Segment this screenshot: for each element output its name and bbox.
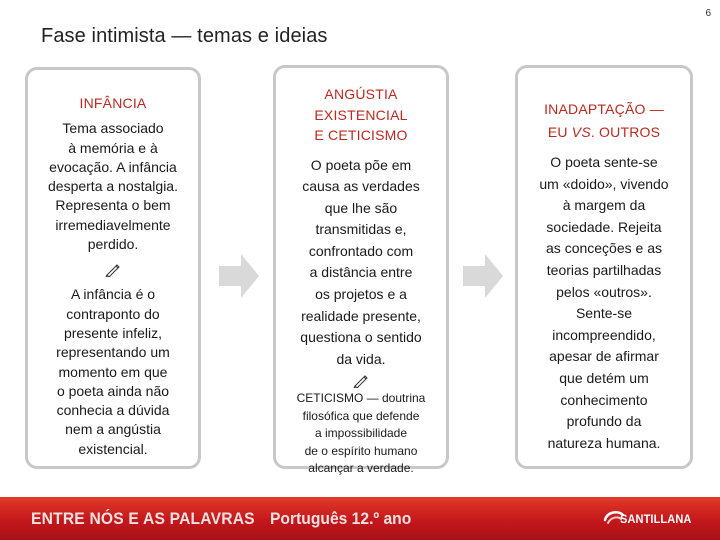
- heading-line-1: INADAPTAÇÃO —: [544, 101, 664, 117]
- heading-vs: VS: [571, 123, 591, 140]
- card-heading: INFÂNCIA: [79, 95, 147, 111]
- card-text: O poeta põe em causa as verdades que lhe são transmitidas e, confrontado com a distância entre os projetos e a realidade presente, questiona o sentido da vida.: [300, 156, 422, 367]
- definition-term: CETICISMO: [296, 391, 364, 406]
- definition-note: [282, 390, 440, 478]
- right-arrow-icon: [219, 254, 259, 298]
- heading-outros: . OUTROS: [590, 123, 661, 140]
- publisher-name: SANTILLANA: [620, 512, 692, 526]
- right-arrow-icon: [463, 254, 503, 298]
- heading-eu: EU: [547, 123, 572, 140]
- card-text: Tema associado à memória e à evocação. A infância desperta a nostalgia. Representa o bem irremediavelmente perdido.: [48, 120, 178, 253]
- card-heading: [524, 98, 684, 143]
- pencil-icon: [105, 263, 121, 277]
- page-title: Fase intimista — temas e ideias: [41, 25, 328, 47]
- card-angustia-existencial: [273, 65, 449, 476]
- footer-series-title: ENTRE NÓS E AS PALAVRAS: [31, 509, 255, 528]
- card-heading: ANGÚSTIA EXISTENCIAL E CETICISMO: [314, 86, 408, 143]
- footer-bar: [0, 497, 720, 540]
- publisher-logo: [600, 506, 696, 532]
- page-number: 6: [705, 8, 711, 19]
- footer-subject: Português 12.º ano: [270, 509, 412, 528]
- card-inadaptacao: [515, 65, 693, 469]
- definition-text: — doutrina filosófica que defende a impossibilidade de o espírito humano alcançar a verdade.: [302, 391, 426, 476]
- card-infancia: [25, 67, 201, 469]
- card-text: O poeta sente-se um «doido», vivendo à margem da sociedade. Rejeita as conceções e as teorias partilhadas pelos «outros». Sente-se incompreendido, apesar de afirmar que detém um conhecimento profundo da natureza humana.: [539, 154, 669, 451]
- card-text-secondary: A infância é o contraponto do presente infeliz, representando um momento em que o poeta ainda não conhecia a dúvida nem a angústia existencial.: [56, 286, 170, 457]
- pencil-icon: [353, 374, 369, 388]
